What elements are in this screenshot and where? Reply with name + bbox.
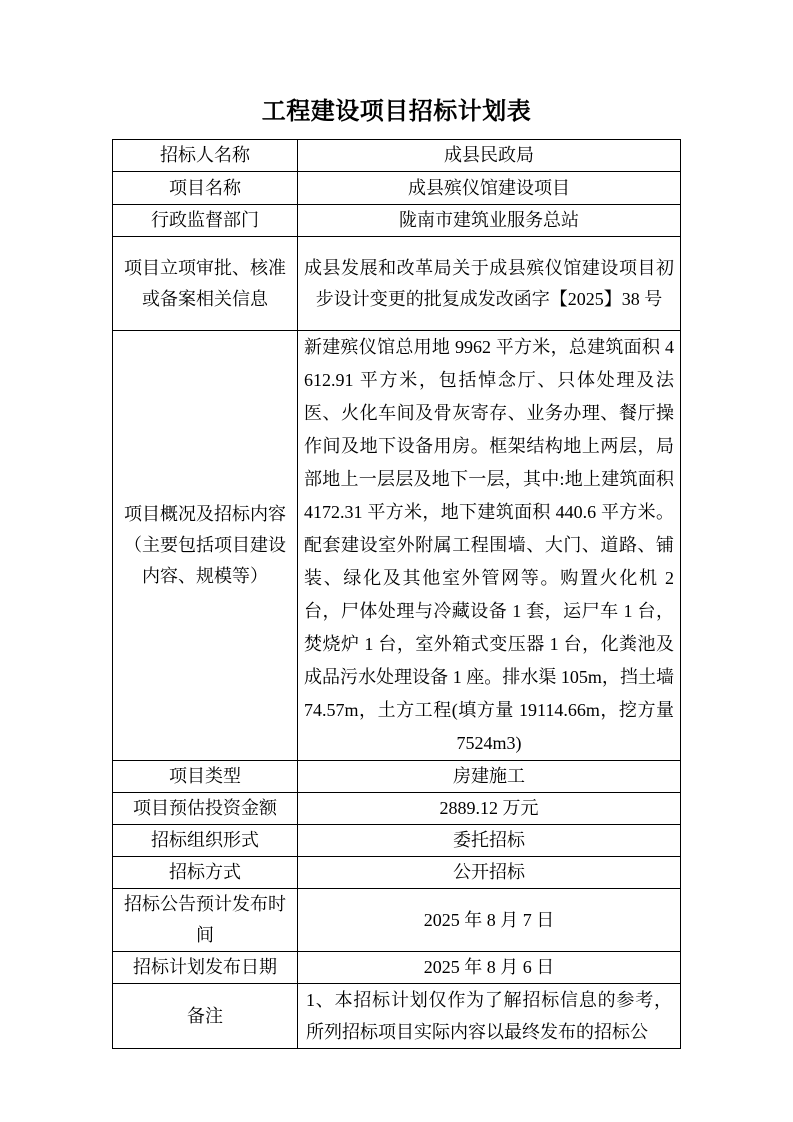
table-row-project-type [113,761,681,793]
table-row-supervision-department [113,205,681,237]
row-label: 项目预估投资金额 [113,793,298,825]
row-label: 行政监督部门 [113,205,298,237]
row-value: 2025 年 8 月 6 日 [298,952,681,984]
row-label: 招标公告预计发布时间 [113,889,298,952]
row-value: 成县殡仪馆建设项目 [298,172,681,205]
table-row-approval-info [113,237,681,331]
page-title: 工程建设项目招标计划表 [261,99,532,125]
bidding-plan-table [112,139,681,1049]
row-value: 房建施工 [298,761,681,793]
row-value: 成县发展和改革局关于成县殡仪馆建设项目初步设计变更的批复成发改函字【2025】38 号 [298,237,681,331]
table-row-plan-publish-date [113,952,681,984]
row-value: 1、本招标计划仅作为了解招标信息的参考，所列招标项目实际内容以最终发布的招标公 [298,984,681,1049]
row-label: 项目类型 [113,761,298,793]
row-label: 招标计划发布日期 [113,952,298,984]
row-label: 招标方式 [113,857,298,889]
row-label: 招标组织形式 [113,825,298,857]
table-row-estimated-investment [113,793,681,825]
row-value: 新建殡仪馆总用地 9962 平方米，总建筑面积 4612.91 平方米，包括悼念厅、只体处理及法医、火化车间及骨灰寄存、业务办理、餐厅操作间及地下设备用房。框架结构地上两层，局部地上一层层及地下一层，其中:地上建筑面积 4172.31 平方米，地下建筑面积 440.6 平方米。配套建设室外附属工程围墙、大门、道路、铺装、绿化及其他室外管网等。购置火化机 2 台，尸体处理与冷藏设备 1 套，运尸车 1 台，焚烧炉 1 台，室外箱式变压器 1 台，化粪池及成品污水处理设备 1 座。排水渠 105m，挡土墙 74.57m，土方工程(填方量 19114.66m，挖方量 7524m3) [298,331,681,761]
table-row-announcement-date [113,889,681,952]
table-row-tenderer-name [113,140,681,172]
row-label: 项目立项审批、核准或备案相关信息 [113,237,298,331]
table-row-remarks [113,984,681,1049]
row-value: 成县民政局 [298,140,681,172]
row-value: 公开招标 [298,857,681,889]
row-value: 2889.12 万元 [298,793,681,825]
row-label: 项目名称 [113,172,298,205]
table-row-bidding-method [113,857,681,889]
table-row-project-overview [113,331,681,761]
row-label: 备注 [113,984,298,1049]
table-row-project-name [113,172,681,205]
row-label: 招标人名称 [113,140,298,172]
row-value: 委托招标 [298,825,681,857]
row-value: 2025 年 8 月 7 日 [298,889,681,952]
table-row-organization-form [113,825,681,857]
row-value: 陇南市建筑业服务总站 [298,205,681,237]
row-label: 项目概况及招标内容（主要包括项目建设内容、规模等） [113,331,298,761]
